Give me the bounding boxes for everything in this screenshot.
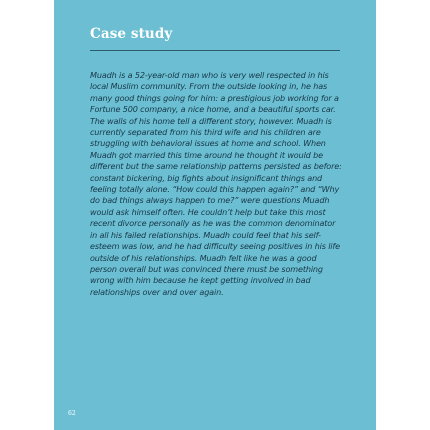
title-divider	[90, 50, 340, 51]
page-number: 62	[68, 410, 76, 417]
section-title: Case study	[90, 26, 173, 42]
case-study-text: Muadh is a 52-year-old man who is very well respected in his local Muslim community. From the outside looking in, he has many good things going for him: a prestigious job working for a Fortune 500 company, a nice home, and a beautiful sports car. The walls of his home tell a different story, however. Muadh is currently separated from his third wife and his children are struggling with behavioral issues at home and school. When Muadh got married this time around he thought it would be different but the same relationship patterns persisted as before: constant bickering, big fights about insignificant things and feeling totally alone. “How could this happen again?” and “Why do bad things always happen to me?” were questions Muadh would ask himself often. He couldn’t help but take this most recent divorce personally as he was the common denominator in all his failed relationships. Muadh could feel that his self-esteem was low, and he had difficulty seeing positives in his life outside of his relationships. Muadh felt like he was a good person overall but was convinced there must be something wrong with him because he kept getting involved in bad relationships over and over again.	[90, 70, 342, 297]
book-page	[54, 0, 376, 430]
